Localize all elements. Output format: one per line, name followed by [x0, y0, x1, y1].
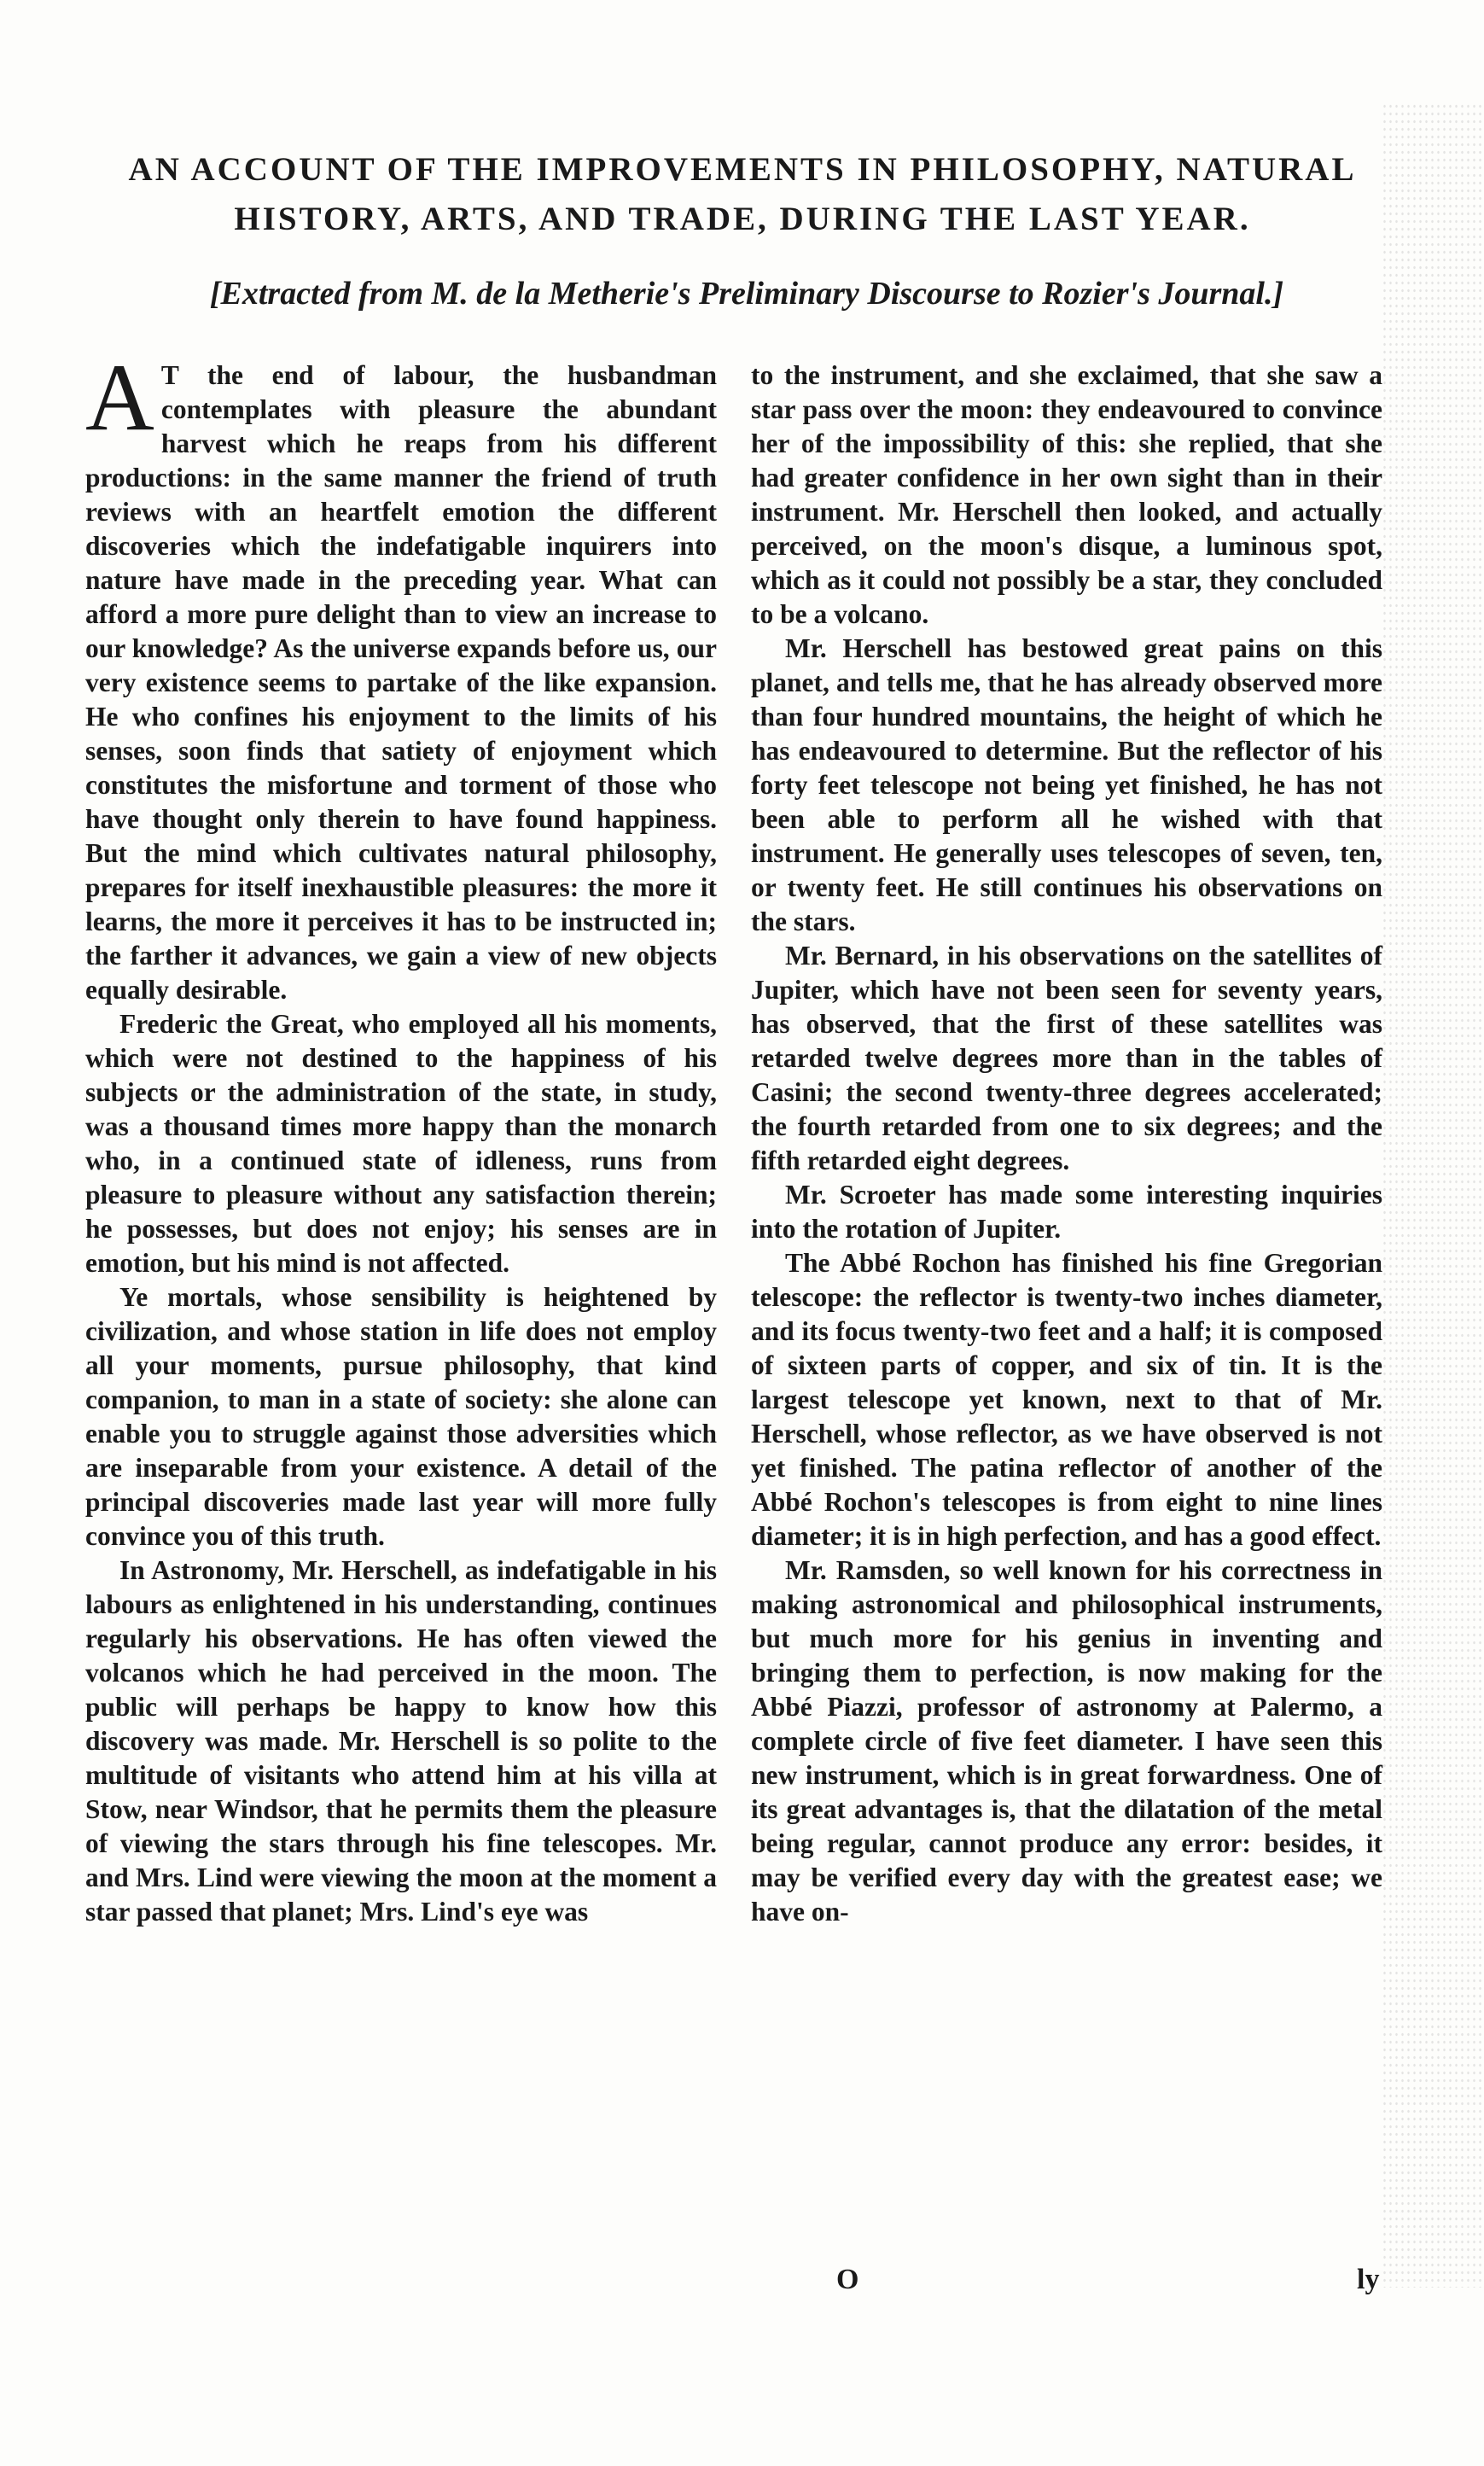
paragraph: Mr. Ramsden, so well known for his correctness in making astronomical and philosophical instruments, but much more for his genius in inventing and bringing them to perfection, is now making for the Abbé Piazzi, professor of astronomy at Palermo, a complete circle of five feet diameter. I have seen this new instrument, which is in great forwardness. One of its great advantages is, that the dilatation of the metal being regular, cannot produce any error: besides, it may be verified every day with the greatest ease; we have on- — [751, 1555, 1382, 1927]
paragraph: The Abbé Rochon has finished his fine Gregorian telescope: the reflector is twenty-two inches diameter, and its focus twenty-two feet and a half; it is composed of sixteen parts of copper, and six of tin. It is the largest telescope yet known, next to that of Mr. Herschell, whose reflector, as we have observed is not yet finished. The patina reflector of another of the Abbé Rochon's telescopes is from eight to nine lines diameter; it is in high perfection, and has a good effect. — [751, 1248, 1382, 1551]
paragraph-text: T the end of labour, the husbandman contemplates with pleasure the abundant harvest which he reaps from his different productions: in the same manner the friend of truth reviews with an heartfelt emotion the different discoveries which the indefatigable inquirers into nature have made in the preceding year. What can afford a more pure delight than to view an increase to our knowledge? As the universe expands before us, our very existence seems to partake of the like expansion. He who confines his enjoyment to the limits of his senses, soon finds that satiety of enjoyment which constitutes the misfortune and torment of those who have thought only therein to have found happiness. But the mind which cultivates natural philosophy, prepares for itself inexhaustible pleasures: the more it learns, the more it perceives it has to be instructed in; the farther it advances, we gain a view of new objects equally desirable. — [85, 360, 717, 1005]
right-column — [751, 359, 1382, 1929]
article-subtitle: [Extracted from M. de la Metherie's Preliminary Discourse to Rozier's Journal.] — [209, 276, 1284, 312]
paragraph: Mr. Bernard, in his observations on the satellites of Jupiter, which have not been seen for seventy years, has observed, that the first of these satellites was retarded twelve degrees more than in the tables of Casini; the second twenty-three degrees accelerated; the fourth retarded from one to six degrees; and the fifth retarded eight degrees. — [751, 941, 1382, 1175]
catchword: ly — [1357, 2264, 1380, 2295]
left-column — [85, 345, 717, 1929]
scan-noise — [1382, 102, 1484, 2288]
drop-cap: A — [85, 345, 154, 451]
paragraph: Ye mortals, whose sensibility is heightened by civilization, and whose station in life does not employ all your moments, pursue philosophy, that kind companion, to man in a state of society: she alone can enable you to struggle against those adversities which are inseparable from your existence. A detail of the principal discoveries made last year will more fully convince you of this truth. — [85, 1282, 717, 1551]
paragraph: to the instrument, and she exclaimed, that she saw a star pass over the moon: they endeavoured to convince her of the impossibility of this: she replied, that she had greater confidence in her own sight than in their instrument. Mr. Herschell then looked, and actually perceived, on the moon's disque, a luminous spot, which as it could not possibly be a star, they concluded to be a volcano. — [751, 360, 1382, 629]
title-line-2: HISTORY, ARTS, AND TRADE, DURING THE LAST YEAR. — [234, 201, 1251, 237]
article-title — [77, 145, 1408, 244]
page-footer — [0, 2264, 1484, 2298]
paragraph: Frederic the Great, who employed all his moments, which were not destined to the happiness of his subjects or the administration of the state, in study, was a thousand times more happy than the monarch who, in a continued state of idleness, runs from pleasure to pleasure without any satisfaction therein; he possesses, but does not enjoy; his senses are in emotion, but his mind is not affected. — [85, 1009, 717, 1278]
signature-mark: O — [836, 2264, 859, 2295]
paragraph: Mr. Herschell has bestowed great pains on this planet, and tells me, that he has already observed more than four hundred mountains, the height of which he has endeavoured to determine. But the reflector of his forty feet telescope not being yet finished, he has not been able to perform all he wished with that instrument. He generally uses telescopes of seven, ten, or twenty feet. He still continues his observations on the stars. — [751, 633, 1382, 936]
paragraph: Mr. Scroeter has made some interesting inquiries into the rotation of Jupiter. — [751, 1180, 1382, 1244]
paragraph — [85, 345, 717, 1007]
title-line-1: AN ACCOUNT OF THE IMPROVEMENTS IN PHILOSOPHY, NATURAL — [128, 151, 1357, 188]
paragraph: In Astronomy, Mr. Herschell, as indefatigable in his labours as enlightened in his understanding, continues regularly his observations. He has often viewed the volcanos which he had perceived in the moon. The public will perhaps be happy to know how this discovery was made. Mr. Herschell is so polite to the multitude of visitants who attend him at his villa at Stow, near Windsor, that he permits them the pleasure of viewing the stars through his fine telescopes. Mr. and Mrs. Lind were viewing the moon at the moment a star passed that planet; Mrs. Lind's eye was — [85, 1555, 717, 1927]
